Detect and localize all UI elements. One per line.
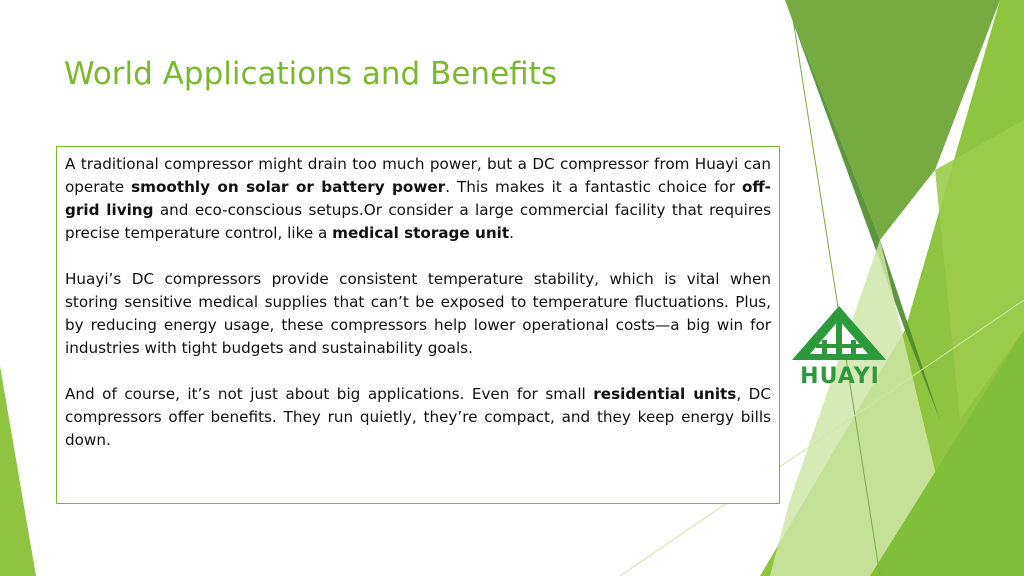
- paragraph-text: . This makes it a fantastic choice for: [445, 178, 742, 196]
- emphasis-text: smoothly on solar or battery power: [131, 178, 446, 196]
- paragraph-text: And of course, it’s not just about big applications. Even for small: [65, 385, 594, 403]
- paragraph-text: and eco-conscious setups.Or consider a large commercial facility that requires precise temperature control, like a: [65, 201, 771, 242]
- paragraph-text: , DC compressors offer benefits. They run quietly, they’re compact, and they keep energy bills down.: [65, 385, 771, 449]
- bg-shape-left-triangle: [0, 366, 36, 576]
- content-box: [56, 146, 780, 504]
- huayi-logo: [788, 304, 890, 390]
- paragraph-text: .: [509, 224, 514, 242]
- emphasis-text: residential units: [593, 385, 737, 403]
- paragraph: [65, 153, 771, 245]
- emphasis-text: off-grid living: [65, 178, 771, 219]
- slide-title: World Applications and Benefits: [64, 56, 557, 92]
- huayi-logo-text: HUAYI: [800, 364, 880, 389]
- emphasis-text: medical storage unit: [332, 224, 510, 242]
- huayi-logo-mark-icon: [788, 304, 890, 364]
- paragraph: [65, 268, 771, 360]
- paragraph-text: A traditional compressor might drain too much power, but a DC compressor from Huayi can operate: [65, 155, 771, 196]
- paragraph-text: Huayi’s DC compressors provide consistent temperature stability, which is vital when storing sensitive medical supplies that can’t be exposed to temperature fluctuations. Plus, by reducing energy usage, these compressors help lower operational costs—a big win for industries with tight budgets and sustainability goals.: [65, 270, 771, 357]
- paragraph: [65, 383, 771, 452]
